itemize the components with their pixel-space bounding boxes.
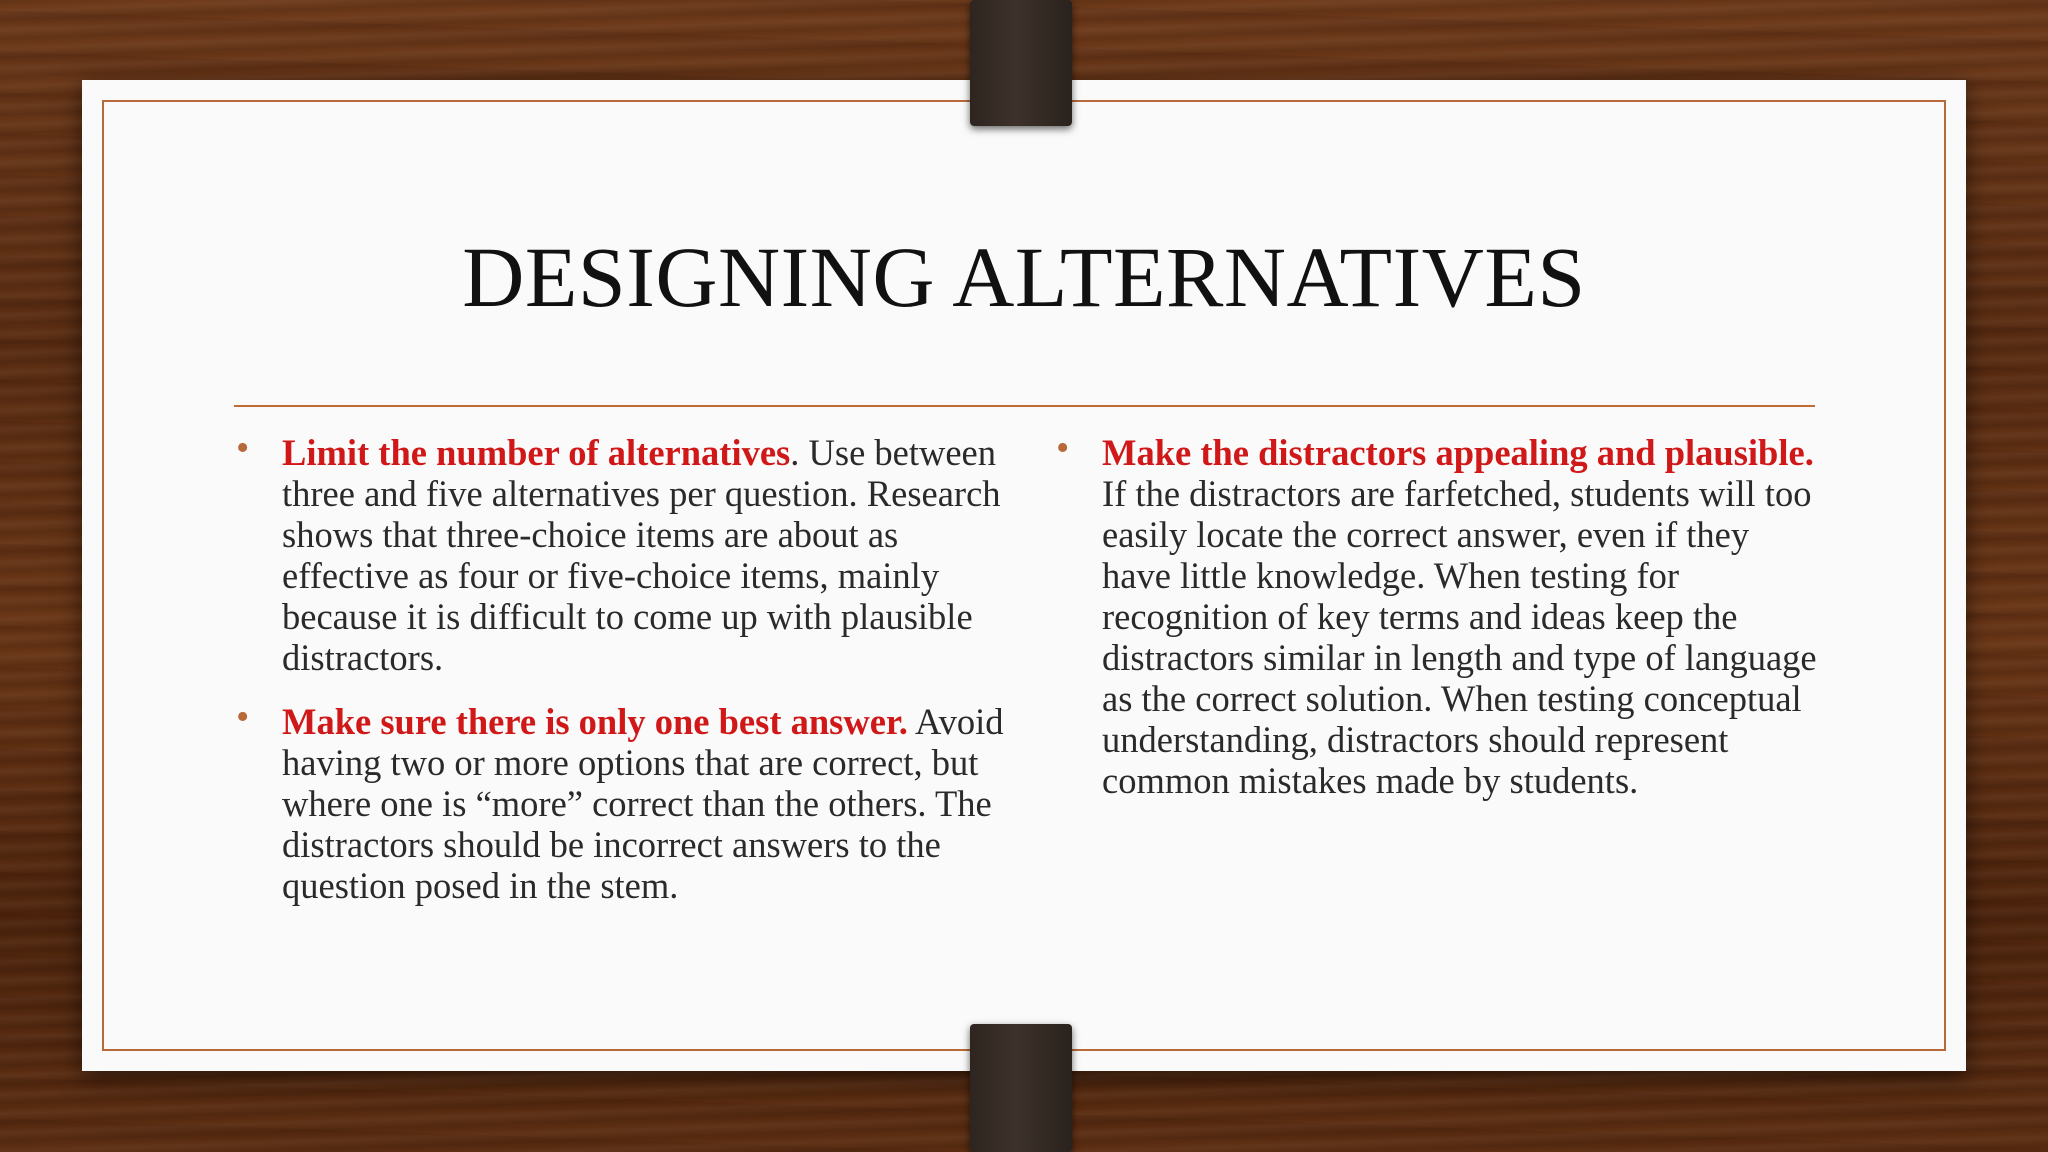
bullet-item	[234, 696, 1004, 906]
bottom-binder-clip	[970, 1024, 1072, 1152]
bullet-body-text: Avoid having two or more options that are correct, but where one is “more” correct than the others. The distractors should be incorrect answers to the question posed in the stem.	[282, 701, 1004, 906]
title-divider	[234, 405, 1815, 407]
left-column	[234, 427, 1004, 929]
bullet-icon: •	[236, 696, 250, 738]
right-column	[1054, 427, 1824, 824]
bullet-icon: •	[1056, 427, 1070, 469]
bullet-body-text: If the distractors are farfetched, students will too easily locate the correct answer, even if they have little knowledge. When testing for recognition of key terms and ideas keep the distractors similar in length and type of language as the correct solution. When testing conceptual understanding, distractors should represent common mistakes made by students.	[1102, 473, 1817, 801]
bullet-body-text: . Use between three and five alternatives per question. Research shows that three-choice items are about as effective as four or five-choice items, mainly because it is difficult to come up with plausible distractors.	[282, 432, 1001, 678]
bullet-item	[1054, 427, 1824, 801]
top-binder-clip	[970, 0, 1072, 126]
bullet-lead-text: Make the distractors appealing and plausible.	[1102, 432, 1814, 473]
bullet-lead-text: Make sure there is only one best answer.	[282, 701, 908, 742]
bullet-icon: •	[236, 427, 250, 469]
bullet-item	[234, 427, 1004, 678]
bullet-lead-text: Limit the number of alternatives	[282, 432, 791, 473]
slide-title: DESIGNING ALTERNATIVES	[462, 229, 1586, 325]
